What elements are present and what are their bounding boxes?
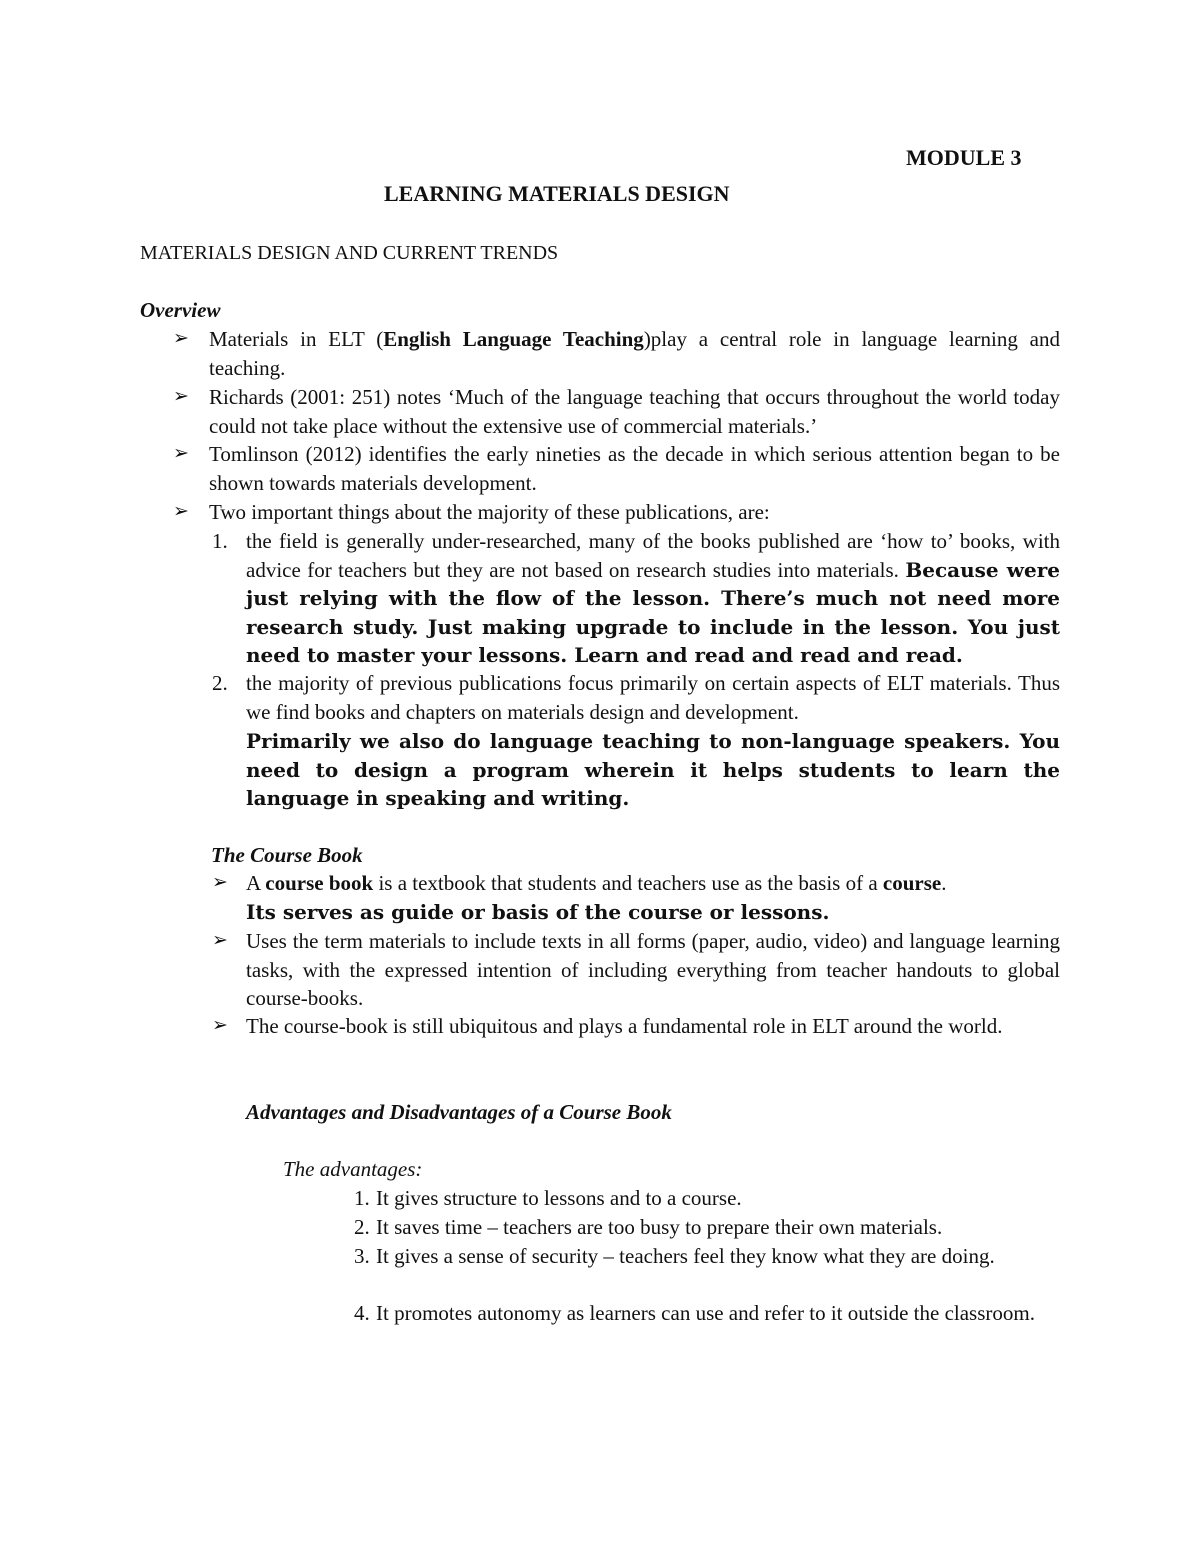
list-number: 2. [354,1215,370,1239]
overview-heading: Overview [140,298,221,322]
overview-bullet-3: Tomlinson (2012) identifies the early nineties as the decade in which serious attention began to be shown towards materials development. [209,442,1060,495]
advantage-item-4: It promotes autonomy as learners can use and refer to it outside the classroom. [376,1301,1035,1325]
page-title: LEARNING MATERIALS DESIGN [384,181,730,206]
list-number: 1. [354,1186,370,1210]
list-number: 4. [354,1301,370,1325]
bullet-arrow-icon: ➢ [173,328,189,349]
overview-bullet-2: Richards (2001: 251) notes ‘Much of the language teaching that occurs throughout the world today could not take place without the extensive use of commercial materials.’ [209,385,1060,438]
bullet-arrow-icon: ➢ [173,501,189,522]
overview-bullet-1: Materials in ELT (English Language Teaching)play a central role in language learning and teaching. [209,327,1060,380]
module-label: MODULE 3 [906,145,1022,170]
bullet-arrow-icon: ➢ [212,930,228,951]
advantage-item-1: It gives structure to lessons and to a course. [376,1186,742,1210]
numbered-item-2: the majority of previous publications focus primarily on certain aspects of ELT materials. Thus we find books and chapters on materials design and development. [246,671,1060,724]
list-number: 3. [354,1244,370,1268]
overview-bullet-4: Two important things about the majority of these publications, are: [209,500,770,524]
numbered-item-2-bold: Primarily we also do language teaching to non-language speakers. You need to design a program wherein it helps students to learn the language in speaking and writing. [246,729,1060,810]
list-number: 2. [212,671,228,695]
course-book-bullet-3: The course-book is still ubiquitous and plays a fundamental role in ELT around the world. [246,1014,1003,1038]
course-book-bullet-2: Uses the term materials to include texts in all forms (paper, audio, video) and language learning tasks, with the expressed intention of including everything from teacher handouts to global course-books. [246,929,1060,1010]
advantage-item-2: It saves time – teachers are too busy to prepare their own materials. [376,1215,943,1239]
bullet-arrow-icon: ➢ [173,386,189,407]
numbered-item-1: the field is generally under-researched, many of the books published are ‘how to’ books, with advice for teachers but they are not based on research studies into materials. Because were just relying with the flow of the lesson. There’s much not need more research study. Just making upgrade to include in the lesson. You just need to master your lessons. Learn and read and read and read. [246,529,1060,667]
course-book-bullet-1: A course book is a textbook that students and teachers use as the basis of a course. Its serves as guide or basis of the course or lessons. [246,871,947,924]
bullet-arrow-icon: ➢ [173,443,189,464]
bullet-arrow-icon: ➢ [212,1015,228,1036]
section-heading: MATERIALS DESIGN AND CURRENT TRENDS [140,242,559,264]
advantage-item-3: It gives a sense of security – teachers feel they know what they are doing. [376,1244,995,1268]
list-number: 1. [212,529,228,553]
advantages-label: The advantages: [283,1157,423,1181]
adv-disadv-heading: Advantages and Disadvantages of a Course Book [246,1100,672,1124]
bullet-arrow-icon: ➢ [212,872,228,893]
course-book-heading: The Course Book [211,843,363,867]
